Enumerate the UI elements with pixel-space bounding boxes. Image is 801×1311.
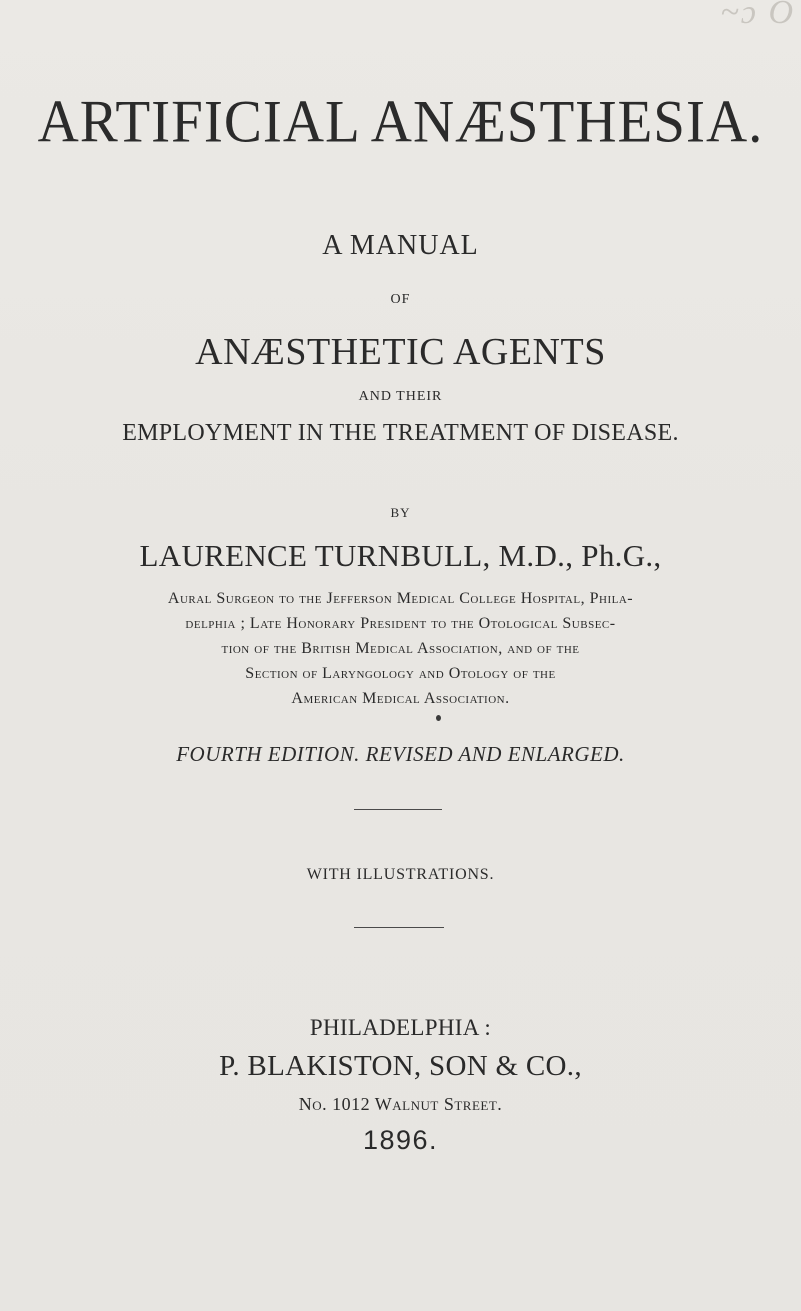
printer-dot-ornament xyxy=(436,715,441,721)
corner-ink-mark: ~ɔ O xyxy=(720,0,795,31)
byline-label: BY xyxy=(390,505,411,520)
subtitle-employment: EMPLOYMENT IN THE TREATMENT OF DISEASE. xyxy=(122,420,679,446)
subtitle-connector-and-their: AND THEIR xyxy=(358,389,443,404)
author-credential-line: Aural Surgeon to the Jefferson Medical College Hospital, Phila- xyxy=(167,590,634,607)
author-credential-line: Section of Laryngology and Otology of the xyxy=(245,665,556,682)
book-subtitle: A MANUAL xyxy=(322,230,479,261)
author-credential-line: tion of the British Medical Association, and of the xyxy=(221,640,580,657)
divider-rule xyxy=(354,927,444,928)
imprint-address: No. 1012 Walnut Street. xyxy=(298,1094,503,1114)
subtitle-connector-of: OF xyxy=(390,292,411,307)
edition-statement: FOURTH EDITION. REVISED AND ENLARGED. xyxy=(176,742,625,766)
author-credential-line: delphia ; Late Honorary President to the Otological Subsec- xyxy=(185,615,616,632)
author-credential-line: American Medical Association. xyxy=(291,690,510,707)
imprint-city: PHILADELPHIA : xyxy=(309,1015,492,1040)
imprint-year: 1896. xyxy=(362,1125,439,1155)
subtitle-agents: ANÆSTHETIC AGENTS xyxy=(195,331,606,373)
illustrations-note: WITH ILLUSTRATIONS. xyxy=(306,866,495,883)
divider-rule xyxy=(354,809,442,810)
imprint-publisher: P. BLAKISTON, SON & CO., xyxy=(219,1050,582,1082)
book-title: ARTIFICIAL ANÆSTHESIA. xyxy=(37,89,764,156)
author-name: LAURENCE TURNBULL, M.D., Ph.G., xyxy=(139,538,662,573)
